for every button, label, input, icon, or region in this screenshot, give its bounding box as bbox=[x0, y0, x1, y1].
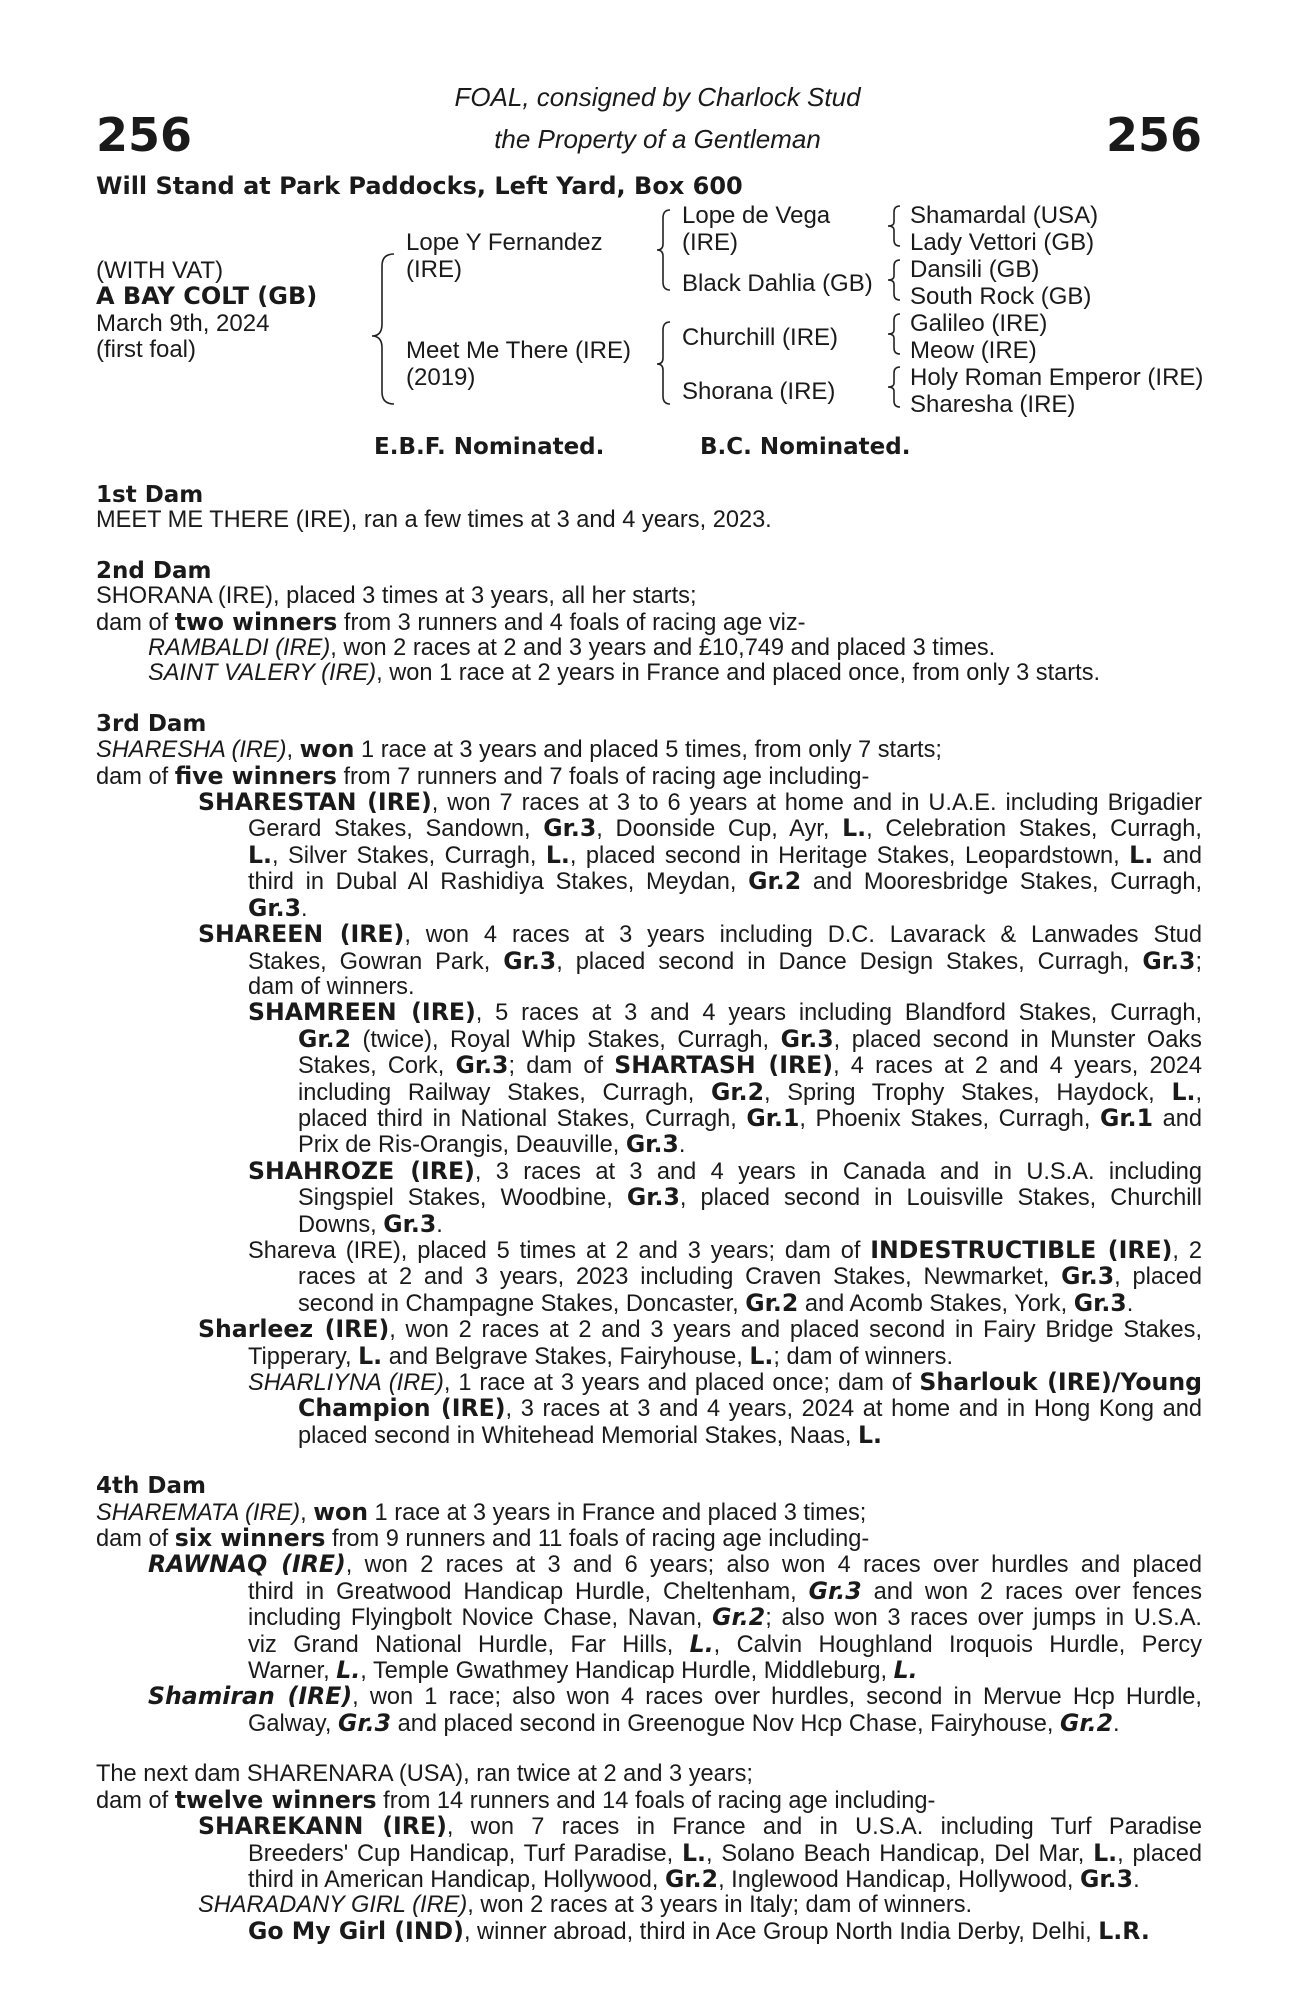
produce-entry: Sharleez (IRE), won 2 races at 2 and 3 years and placed second in Fairy Bridge Stakes, bbox=[198, 1315, 1203, 1344]
text-line: Prix de Ris-Orangis, Deauville, Gr.3. bbox=[298, 1130, 686, 1159]
stand-location: Will Stand at Park Paddocks, Left Yard, Box 600 bbox=[96, 172, 743, 200]
pedigree-dss: Galileo (IRE) bbox=[910, 310, 1048, 337]
text-line: Gr.3. bbox=[248, 893, 308, 922]
bc-nomination: B.C. Nominated. bbox=[700, 434, 911, 460]
horse-note: (first foal) bbox=[96, 336, 197, 363]
dd-brace bbox=[888, 367, 900, 407]
text-line: including Railway Stakes, Curragh, Gr.2, Spring Trophy Stakes, Haydock, L., bbox=[298, 1077, 1202, 1106]
text-line: dam of two winners from 3 runners and 4 foals of racing age viz- bbox=[96, 607, 806, 636]
lot-number-right: 256 bbox=[1105, 108, 1202, 162]
produce-entry: SHARESTAN (IRE), won 7 races at 3 to 6 years at home and in U.A.E. including Brigadier bbox=[198, 788, 1202, 817]
text-line: placed third in National Stakes, Curragh, Gr.1, Phoenix Stakes, Curragh, Gr.1 and bbox=[298, 1103, 1202, 1132]
text-line: viz Grand National Hurdle, Far Hills, L., Calvin Houghland Iroquois Hurdle, Percy bbox=[248, 1629, 1202, 1658]
pedigree-sire-sire-line2: (IRE) bbox=[682, 229, 738, 256]
catalogue-body bbox=[96, 483, 1202, 1945]
produce-entry: Shamiran (IRE), won 1 race; also won 4 races over hurdles, second in Mervue Hcp Hurdle, bbox=[148, 1682, 1202, 1711]
produce-entry: SHARLIYNA (IRE), 1 race at 3 years and placed once; dam of Sharlouk (IRE)/Young bbox=[248, 1368, 1203, 1396]
produce-entry: SAINT VALERY (IRE), won 1 race at 2 years in France and placed once, from only 3 starts. bbox=[148, 660, 1101, 687]
produce-entry: RAMBALDI (IRE), won 2 races at 2 and 3 years and £10,749 and placed 3 times. bbox=[148, 635, 996, 662]
section-heading-3rd-dam: 3rd Dam bbox=[96, 710, 207, 737]
text-line: Tipperary, L. and Belgrave Stakes, Fairyhouse, L.; dam of winners. bbox=[248, 1341, 954, 1370]
produce-entry: SHAMREEN (IRE), 5 races at 3 and 4 years including Blandford Stakes, Curragh, bbox=[248, 998, 1202, 1027]
pedigree-ssd: Lady Vettori (GB) bbox=[910, 229, 1095, 256]
pedigree-dam-line1: Meet Me There (IRE) bbox=[406, 337, 631, 364]
text-line: dam of winners. bbox=[248, 973, 415, 1000]
section-heading-2nd-dam: 2nd Dam bbox=[96, 557, 212, 584]
pedigree-sire-dam: Black Dahlia (GB) bbox=[682, 270, 873, 297]
text-line: third in Dubal Al Rashidiya Stakes, Meydan, Gr.2 and Mooresbridge Stakes, Curragh, bbox=[248, 867, 1203, 896]
ss-brace bbox=[888, 206, 900, 246]
pedigree-sire-line2: (IRE) bbox=[406, 256, 462, 283]
produce-entry: RAWNAQ (IRE), won 2 races at 3 and 6 years; also won 4 races over hurdles and placed bbox=[148, 1550, 1202, 1579]
text-line: third in American Handicap, Hollywood, Gr.2, Inglewood Handicap, Hollywood, Gr.3. bbox=[248, 1864, 1140, 1893]
text-line: dam of six winners from 9 runners and 11 foals of racing age including- bbox=[96, 1524, 870, 1553]
consignment-line-2: the Property of a Gentleman bbox=[494, 124, 821, 154]
pedigree-sdd: South Rock (GB) bbox=[910, 283, 1092, 310]
text-line: dam of five winners from 7 runners and 7 foals of racing age including- bbox=[96, 761, 870, 790]
text-line: SHORANA (IRE), placed 3 times at 3 years, all her starts; bbox=[96, 583, 697, 610]
main-brace bbox=[372, 254, 394, 404]
text-line: dam of twelve winners from 14 runners and 14 foals of racing age including- bbox=[96, 1785, 936, 1814]
horse-vat: (WITH VAT) bbox=[96, 257, 224, 284]
text-line: Stakes, Cork, Gr.3; dam of SHARTASH (IRE), 4 races at 2 and 4 years, 2024 bbox=[298, 1051, 1203, 1080]
produce-entry: Go My Girl (IND), winner abroad, third in Ace Group North India Derby, Delhi, L.R. bbox=[248, 1916, 1150, 1945]
text-line: SHAREMATA (IRE), won 1 race at 3 years in France and placed 3 times; bbox=[96, 1497, 867, 1526]
pedigree-sds: Dansili (GB) bbox=[910, 256, 1040, 283]
text-line: The next dam SHARENARA (USA), ran twice at 2 and 3 years; bbox=[96, 1761, 753, 1788]
pedigree-dam-dam: Shorana (IRE) bbox=[682, 378, 836, 405]
text-line: Breeders' Cup Handicap, Turf Paradise, L., Solano Beach Handicap, Del Mar, L., placed bbox=[248, 1838, 1203, 1867]
produce-entry: SHARADANY GIRL (IRE), won 2 races at 3 years in Italy; dam of winners. bbox=[198, 1892, 973, 1919]
pedigree-dam-sire: Churchill (IRE) bbox=[682, 324, 839, 351]
text-line: Stakes, Gowran Park, Gr.3, placed second in Dance Design Stakes, Curragh, Gr.3; bbox=[248, 946, 1203, 975]
first-dam-line: MEET ME THERE (IRE), ran a few times at 3 and 4 years, 2023. bbox=[96, 507, 772, 534]
lot-number-left: 256 bbox=[96, 108, 193, 162]
text-line: Downs, Gr.3. bbox=[298, 1209, 443, 1238]
produce-entry: SHAHROZE (IRE), 3 races at 3 and 4 years in Canada and in U.S.A. including bbox=[248, 1156, 1202, 1185]
pedigree-dds: Holy Roman Emperor (IRE) bbox=[910, 364, 1204, 391]
pedigree-sire-sire-line1: Lope de Vega bbox=[682, 202, 831, 229]
consignment-line-1: FOAL, consigned by Charlock Stud bbox=[454, 82, 861, 112]
section-heading-1st-dam: 1st Dam bbox=[96, 482, 204, 508]
pedigree-dsd: Meow (IRE) bbox=[910, 337, 1037, 364]
text-line: Warner, L., Temple Gwathmey Handicap Hurdle, Middleburg, L. bbox=[248, 1656, 918, 1685]
dam-brace bbox=[657, 322, 670, 404]
ebf-nomination: E.B.F. Nominated. bbox=[374, 434, 605, 460]
text-line: Champion (IRE), 3 races at 3 and 4 years, 2024 at home and in Hong Kong and bbox=[298, 1394, 1202, 1423]
text-line: races at 2 and 3 years, 2023 including Craven Stakes, Newmarket, Gr.3, placed bbox=[298, 1262, 1202, 1291]
text-line: Singspiel Stakes, Woodbine, Gr.3, placed second in Louisville Stakes, Churchill bbox=[298, 1183, 1202, 1212]
produce-entry: Shareva (IRE), placed 5 times at 2 and 3 years; dam of INDESTRUCTIBLE (IRE), 2 bbox=[248, 1235, 1202, 1264]
pedigree-ddd: Sharesha (IRE) bbox=[910, 391, 1076, 418]
text-line: Gerard Stakes, Sandown, Gr.3, Doonside Cup, Ayr, L., Celebration Stakes, Curragh, bbox=[248, 814, 1202, 843]
ds-brace bbox=[888, 314, 900, 354]
produce-entry: SHAREEN (IRE), won 4 races at 3 years including D.C. Lavarack & Lanwades Stud bbox=[198, 920, 1202, 949]
text-line: Gr.2 (twice), Royal Whip Stakes, Curragh, Gr.3, placed second in Munster Oaks bbox=[298, 1024, 1202, 1053]
sd-brace bbox=[888, 260, 900, 300]
text-line: third in Greatwood Handicap Hurdle, Cheltenham, Gr.3 and won 2 races over fences bbox=[248, 1576, 1202, 1605]
text-line: placed second in Whitehead Memorial Stakes, Naas, L. bbox=[298, 1420, 882, 1449]
horse-title: A BAY COLT (GB) bbox=[96, 282, 318, 310]
pedigree-sire-line1: Lope Y Fernandez bbox=[406, 229, 603, 256]
text-line: including Flyingbolt Novice Chase, Navan, Gr.2; also won 3 races over jumps in U.S.A. bbox=[248, 1603, 1202, 1632]
section-heading-4th-dam: 4th Dam bbox=[96, 1473, 206, 1500]
text-line: SHARESHA (IRE), won 1 race at 3 years and placed 5 times, from only 7 starts; bbox=[96, 735, 942, 764]
horse-foaling-date: March 9th, 2024 bbox=[96, 310, 270, 337]
text-line: Galway, Gr.3 and placed second in Greenogue Nov Hcp Chase, Fairyhouse, Gr.2. bbox=[248, 1708, 1120, 1737]
text-line: L., Silver Stakes, Curragh, L., placed second in Heritage Stakes, Leopardstown, L. and bbox=[248, 840, 1202, 869]
produce-entry: SHAREKANN (IRE), won 7 races in France and in U.S.A. including Turf Paradise bbox=[198, 1812, 1202, 1841]
text-line: second in Champagne Stakes, Doncaster, Gr.2 and Acomb Stakes, York, Gr.3. bbox=[298, 1288, 1134, 1317]
pedigree-sss: Shamardal (USA) bbox=[910, 202, 1099, 229]
sire-brace bbox=[657, 210, 670, 290]
pedigree-dam-line2: (2019) bbox=[406, 364, 476, 391]
